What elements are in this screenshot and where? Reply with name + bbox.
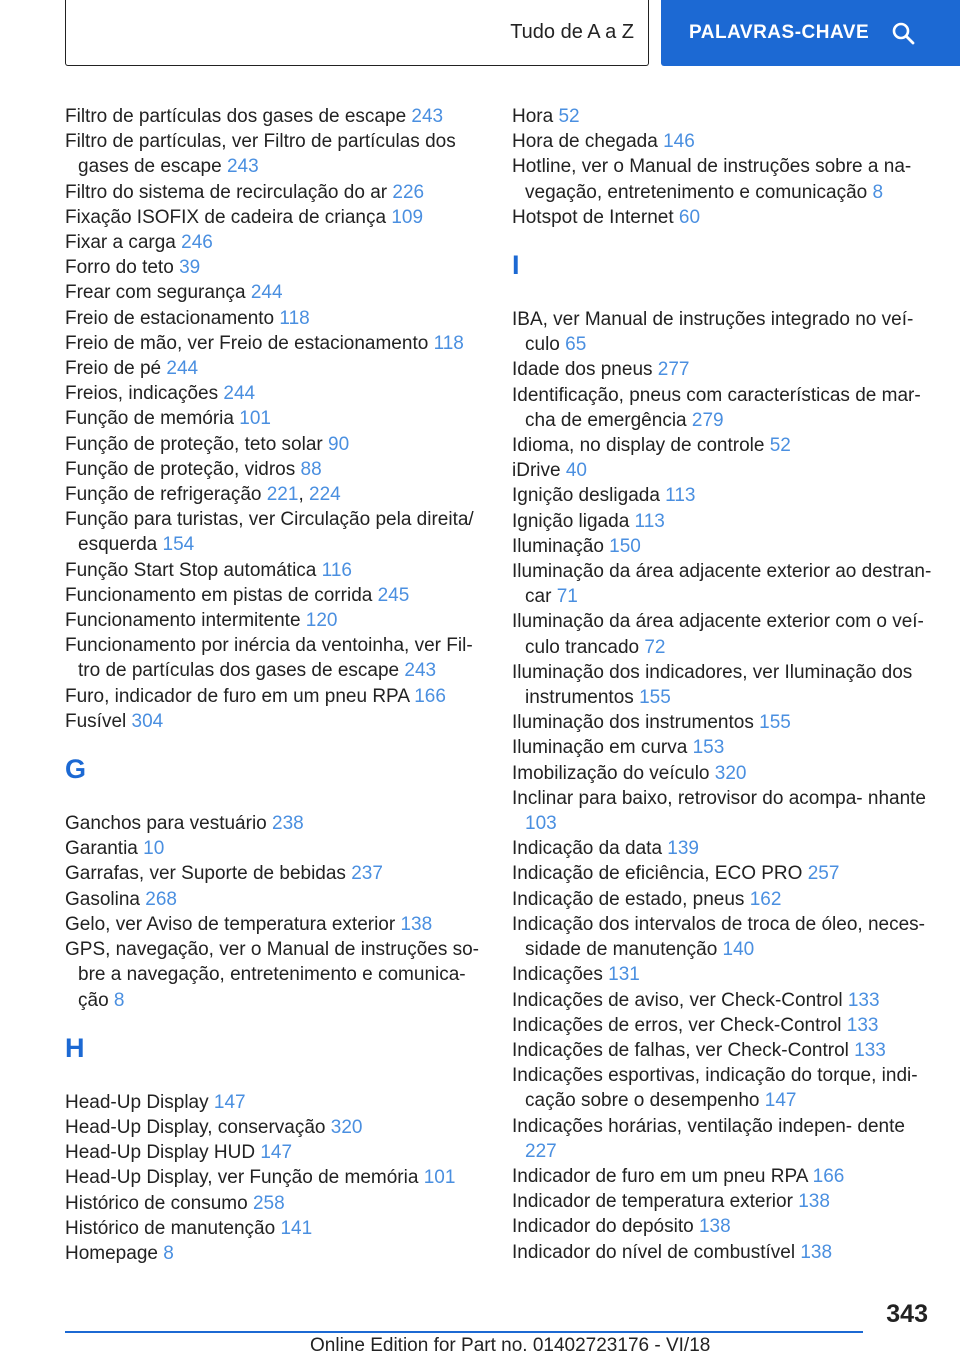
index-entry-term: Indicação de estado, pneus bbox=[512, 888, 745, 910]
index-entry bbox=[65, 937, 480, 1013]
index-entry-term: Head-Up Display bbox=[65, 1091, 209, 1113]
page-link[interactable]: 277 bbox=[657, 359, 690, 381]
index-entry bbox=[65, 608, 480, 633]
index-entry bbox=[65, 887, 480, 912]
index-entry-term: Função Start Stop automática bbox=[65, 559, 317, 581]
page-link[interactable]: 147 bbox=[260, 1142, 293, 1164]
page-link[interactable]: 146 bbox=[663, 131, 695, 153]
index-entry bbox=[512, 1114, 932, 1164]
index-entry bbox=[65, 583, 480, 608]
page-link[interactable]: 133 bbox=[846, 1014, 879, 1036]
index-entry-term: GPS, navegação, ver o Manual de instruções so- bre a navegação, entretenimento e comunica- ção bbox=[65, 939, 480, 1011]
page-link[interactable]: 227 bbox=[525, 1140, 557, 1162]
page-link[interactable]: 52 bbox=[558, 106, 580, 127]
index-entry-term: Furo, indicador de furo em um pneu RPA bbox=[65, 685, 409, 707]
page-link[interactable]: 138 bbox=[698, 1216, 731, 1238]
index-entry-term: Indicador de furo em um pneu RPA bbox=[512, 1165, 808, 1187]
index-entry: Função de refrigeração 221, 224 bbox=[65, 484, 341, 506]
page-link[interactable]: 120 bbox=[305, 610, 338, 632]
index-entry bbox=[65, 129, 480, 179]
index-entry-term: Hora bbox=[512, 106, 554, 127]
index-entry-term: Indicador de temperatura exterior bbox=[512, 1191, 793, 1213]
index-entry bbox=[512, 887, 932, 912]
index-entry-term: Identificação, pneus com características de mar- cha de emergência bbox=[512, 384, 921, 431]
page-link[interactable]: 243 bbox=[404, 660, 437, 682]
index-entry bbox=[512, 1164, 932, 1189]
index-entry bbox=[512, 1063, 932, 1113]
index-entry-term: Hora de chegada bbox=[512, 131, 658, 153]
index-entry bbox=[512, 1240, 932, 1265]
index-entry-term: Freios, indicações bbox=[65, 383, 219, 405]
page-link[interactable]: 138 bbox=[798, 1191, 830, 1213]
footer-edition: Online Edition for Part no. 01402723176 - VI/18 bbox=[310, 1335, 711, 1356]
index-entry-term: Idade dos pneus bbox=[512, 359, 653, 381]
index-entry bbox=[65, 507, 480, 557]
index-entry bbox=[65, 205, 480, 230]
index-entry-term: Frear com segurança bbox=[65, 282, 246, 304]
index-entry bbox=[512, 534, 932, 559]
page-link[interactable]: 72 bbox=[644, 636, 666, 658]
page-link[interactable]: 154 bbox=[162, 534, 195, 556]
index-entry bbox=[65, 280, 480, 305]
section-letter: H bbox=[65, 1032, 85, 1063]
page-link[interactable]: 131 bbox=[608, 964, 640, 986]
index-entry bbox=[512, 1214, 932, 1239]
index-entry bbox=[65, 861, 480, 886]
index-entry-term: Indicação da data bbox=[512, 838, 663, 860]
index-entry bbox=[512, 836, 932, 861]
page-link[interactable]: 103 bbox=[525, 813, 557, 835]
page-link[interactable]: 147 bbox=[764, 1090, 797, 1112]
index-entry-term: Indicação de eficiência, ECO PRO bbox=[512, 863, 803, 885]
index-entry bbox=[512, 962, 932, 987]
index-entry-term: Iluminação da área adjacente exterior com o veí- culo trancado bbox=[512, 611, 924, 658]
index-entry-term: Filtro de partículas dos gases de escape bbox=[65, 106, 407, 127]
page-link[interactable]: 101 bbox=[239, 408, 271, 430]
page-link[interactable]: 133 bbox=[854, 1039, 886, 1061]
index-entry bbox=[512, 761, 932, 786]
index-entry bbox=[65, 1165, 480, 1190]
index-entry-term: Imobilização do veículo bbox=[512, 762, 710, 784]
index-entry-term: Fusível bbox=[65, 710, 127, 732]
index-entry-term: Freio de mão, ver Freio de estacionamento bbox=[65, 332, 429, 354]
index-entry bbox=[65, 356, 480, 381]
index-entry-term: Função para turistas, ver Circulação pela direita/ esquerda bbox=[65, 509, 474, 556]
index-entry-term: Head-Up Display, conservação bbox=[65, 1116, 326, 1138]
index-entry-term: Freio de estacionamento bbox=[65, 307, 275, 329]
index-entry bbox=[512, 660, 932, 710]
index-entry-term: Função de proteção, teto solar bbox=[65, 433, 323, 455]
page-link[interactable]: 246 bbox=[181, 232, 213, 254]
page-link[interactable]: 304 bbox=[131, 710, 164, 732]
index-entry-term: Iluminação dos instrumentos bbox=[512, 712, 754, 734]
index-entry bbox=[512, 205, 932, 230]
page-link[interactable]: 268 bbox=[145, 888, 177, 910]
page-link[interactable]: 118 bbox=[433, 332, 464, 354]
tab-a-to-z-label: Tudo de A a Z bbox=[510, 21, 634, 43]
index-entry bbox=[65, 381, 480, 406]
page-link[interactable]: 243 bbox=[226, 156, 259, 178]
index-entry bbox=[512, 988, 932, 1013]
page-link[interactable]: 244 bbox=[166, 358, 199, 380]
index-entry-term: IBA, ver Manual de instruções integrado no veí- culo bbox=[512, 309, 914, 356]
page-link[interactable]: 279 bbox=[691, 409, 724, 431]
index-entry-term: Iluminação em curva bbox=[512, 737, 688, 759]
index-entry-term: Gasolina bbox=[65, 888, 140, 910]
page-link[interactable]: 258 bbox=[252, 1192, 285, 1214]
page-link[interactable]: 71 bbox=[556, 586, 578, 608]
index-entry bbox=[512, 786, 932, 836]
page-link[interactable]: 101 bbox=[423, 1167, 456, 1189]
page-link[interactable]: 245 bbox=[377, 584, 410, 606]
index-entry bbox=[512, 559, 932, 609]
index-column-left bbox=[65, 104, 480, 1266]
index-entry bbox=[65, 912, 480, 937]
index-entry-term: Hotspot de Internet bbox=[512, 206, 674, 228]
index-entry-term: Indicações esportivas, indicação do torque, indi- cação sobre o desempenho bbox=[512, 1065, 918, 1112]
index-entry bbox=[512, 912, 932, 962]
footer-divider bbox=[65, 1331, 863, 1333]
index-entry-term: Idioma, no display de controle bbox=[512, 435, 765, 457]
index-entry bbox=[65, 709, 480, 734]
page-link[interactable]: 320 bbox=[714, 762, 747, 784]
index-entry bbox=[512, 307, 932, 357]
index-entry bbox=[65, 1115, 480, 1140]
index-column-right bbox=[512, 104, 932, 1265]
page-link[interactable]: 8 bbox=[113, 989, 125, 1011]
index-entry bbox=[65, 104, 480, 129]
page-link[interactable]: 257 bbox=[807, 863, 840, 885]
index-entry-term: Inclinar para baixo, retrovisor do acompa- nhante bbox=[512, 787, 927, 809]
index-entry bbox=[512, 458, 932, 483]
index-entry bbox=[512, 483, 932, 508]
page-link[interactable]: 224 bbox=[309, 484, 341, 506]
page-link[interactable]: 237 bbox=[351, 863, 383, 885]
section-letter: I bbox=[512, 250, 520, 281]
index-entry-term: iDrive bbox=[512, 460, 561, 482]
page-link[interactable]: 40 bbox=[565, 460, 587, 482]
page-link[interactable]: 138 bbox=[800, 1241, 833, 1263]
index-entry bbox=[65, 255, 480, 280]
index-entry-term: Indicações horárias, ventilação indepen- dente bbox=[512, 1115, 905, 1137]
index-entry-term: Indicações de erros, ver Check-Control bbox=[512, 1014, 842, 1036]
index-entry-term: Fixar a carga bbox=[65, 232, 176, 254]
index-entry bbox=[65, 306, 480, 331]
tab-keywords[interactable] bbox=[661, 0, 960, 66]
page-link[interactable]: 118 bbox=[279, 307, 310, 329]
index-entry-term: Head-Up Display HUD bbox=[65, 1142, 256, 1164]
index-entry-term: Homepage bbox=[65, 1242, 158, 1264]
search-icon bbox=[891, 21, 915, 45]
page-link[interactable]: 141 bbox=[280, 1217, 313, 1239]
page-link[interactable]: 155 bbox=[639, 687, 671, 709]
page-link[interactable]: 60 bbox=[678, 206, 701, 228]
index-entry-term: Indicações de falhas, ver Check-Control bbox=[512, 1039, 849, 1061]
index-entry bbox=[65, 1191, 480, 1216]
tab-keywords-label: PALAVRAS-CHAVE bbox=[689, 22, 870, 43]
index-entry bbox=[512, 357, 932, 382]
page-link[interactable]: 139 bbox=[667, 838, 699, 860]
index-entry-term: Ganchos para vestuário bbox=[65, 813, 267, 835]
page-link[interactable]: 244 bbox=[250, 282, 283, 304]
index-entry bbox=[512, 710, 932, 735]
index-entry bbox=[65, 1090, 480, 1115]
index-entry bbox=[65, 1241, 480, 1266]
page-link[interactable]: 238 bbox=[272, 813, 304, 835]
index-entry-term: Indicações bbox=[512, 964, 603, 986]
index-entry-term: Hotline, ver o Manual de instruções sobre a na- vegação, entretenimento e comunicação bbox=[512, 156, 912, 203]
index-entry bbox=[512, 104, 932, 129]
index-entry bbox=[65, 230, 480, 255]
index-entry bbox=[65, 684, 480, 709]
index-entry-term: Filtro do sistema de recirculação do ar bbox=[65, 181, 388, 203]
page-link[interactable]: 153 bbox=[692, 737, 725, 759]
index-entry bbox=[65, 1216, 480, 1241]
index-entry bbox=[65, 836, 480, 861]
index-entry-term: Freio de pé bbox=[65, 358, 162, 380]
index-entry-term: Head-Up Display, ver Função de memória bbox=[65, 1167, 419, 1189]
index-entry-term: Iluminação dos indicadores, ver Iluminação dos instrumentos bbox=[512, 661, 913, 709]
index-entry-term: Funcionamento por inércia da ventoinha, ver Fil- tro de partículas dos gases de escape bbox=[65, 635, 473, 682]
section-letter: G bbox=[65, 754, 87, 785]
page-link[interactable]: 113 bbox=[665, 485, 696, 507]
tab-a-to-z[interactable] bbox=[65, 0, 649, 66]
page-link[interactable]: 166 bbox=[414, 685, 446, 707]
index-entry bbox=[512, 861, 932, 886]
page-link[interactable]: 116 bbox=[321, 559, 352, 581]
page-link[interactable]: 320 bbox=[330, 1116, 363, 1138]
index-entry bbox=[512, 1189, 932, 1214]
page-link[interactable]: 90 bbox=[328, 433, 350, 455]
page-link[interactable]: 221 bbox=[266, 484, 299, 506]
page-link[interactable]: 150 bbox=[609, 535, 641, 557]
index-entry bbox=[65, 558, 480, 583]
index-entry-term: Gelo, ver Aviso de temperatura exterior bbox=[65, 913, 396, 935]
index-entry-term: Função de proteção, vidros bbox=[65, 458, 296, 480]
index-entry-term: Indicador do depósito bbox=[512, 1216, 694, 1238]
index-entry-term: Função de memória bbox=[65, 408, 234, 430]
index-entry-term: Indicações de aviso, ver Check-Control bbox=[512, 989, 843, 1011]
page-link[interactable]: 147 bbox=[213, 1091, 246, 1113]
page-link[interactable]: 8 bbox=[163, 1242, 174, 1264]
header bbox=[0, 0, 960, 66]
index-entry-term: Garrafas, ver Suporte de bebidas bbox=[65, 863, 346, 885]
index-entry-term: Fixação ISOFIX de cadeira de criança bbox=[65, 206, 387, 228]
index-entry bbox=[65, 180, 480, 205]
index-entry bbox=[512, 129, 932, 154]
index-entry bbox=[65, 457, 480, 482]
page-link[interactable]: 113 bbox=[634, 510, 665, 532]
index-entry-term: Forro do teto bbox=[65, 257, 174, 279]
index-entry-term: Histórico de manutenção bbox=[65, 1217, 276, 1239]
index-entry bbox=[512, 433, 932, 458]
page-link[interactable]: 226 bbox=[392, 181, 425, 203]
index-entry bbox=[65, 432, 480, 457]
index-entry-term: Ignição desligada bbox=[512, 485, 660, 507]
index-entry-term: Funcionamento em pistas de corrida bbox=[65, 584, 373, 606]
page-number: 343 bbox=[886, 1300, 928, 1328]
index-entry-term: Iluminação da área adjacente exterior ao destran- car bbox=[512, 561, 932, 608]
page-link[interactable]: 88 bbox=[300, 458, 322, 480]
page-link[interactable]: 166 bbox=[812, 1165, 845, 1187]
index-entry-term: Indicador do nível de combustível bbox=[512, 1241, 796, 1263]
index-entry bbox=[65, 811, 480, 836]
page-link[interactable]: 244 bbox=[223, 383, 256, 405]
index-entry-term: Garantia bbox=[65, 838, 138, 860]
index-entry bbox=[512, 609, 932, 659]
index-entry bbox=[65, 633, 480, 683]
index-entry bbox=[65, 406, 480, 431]
index-entry bbox=[512, 1013, 932, 1038]
index-entry bbox=[65, 1140, 480, 1165]
index-entry bbox=[512, 735, 932, 760]
page-link[interactable]: 155 bbox=[759, 712, 791, 734]
index-entry bbox=[512, 1038, 932, 1063]
page-link[interactable]: 138 bbox=[400, 913, 433, 935]
index-entry-term: Histórico de consumo bbox=[65, 1192, 248, 1214]
page-link[interactable]: 162 bbox=[749, 888, 782, 910]
page-link[interactable]: 243 bbox=[411, 106, 444, 127]
index-entry-term: Função de refrigeração bbox=[65, 484, 262, 506]
page-link[interactable]: 109 bbox=[391, 206, 424, 228]
index-entry bbox=[512, 383, 932, 433]
index-entry bbox=[65, 331, 480, 356]
page-link[interactable]: 8 bbox=[872, 181, 884, 203]
page-link[interactable]: 65 bbox=[565, 334, 587, 356]
index-entry-term: Funcionamento intermitente bbox=[65, 610, 301, 632]
index-entry-term: Indicação dos intervalos de troca de óleo, neces- sidade de manutenção bbox=[512, 913, 925, 961]
page-link[interactable]: 10 bbox=[143, 838, 165, 860]
index-entry bbox=[512, 154, 932, 204]
index-entry-term: Ignição ligada bbox=[512, 510, 630, 532]
page-link[interactable]: 52 bbox=[769, 435, 791, 457]
page-link[interactable]: 133 bbox=[847, 989, 880, 1011]
page-link[interactable]: 140 bbox=[722, 939, 755, 961]
page-link[interactable]: 39 bbox=[179, 257, 201, 279]
index-entry-term: Iluminação bbox=[512, 535, 604, 557]
index-entry-term: Filtro de partículas, ver Filtro de partículas dos gases de escape bbox=[65, 131, 456, 178]
index-entry bbox=[512, 509, 932, 534]
